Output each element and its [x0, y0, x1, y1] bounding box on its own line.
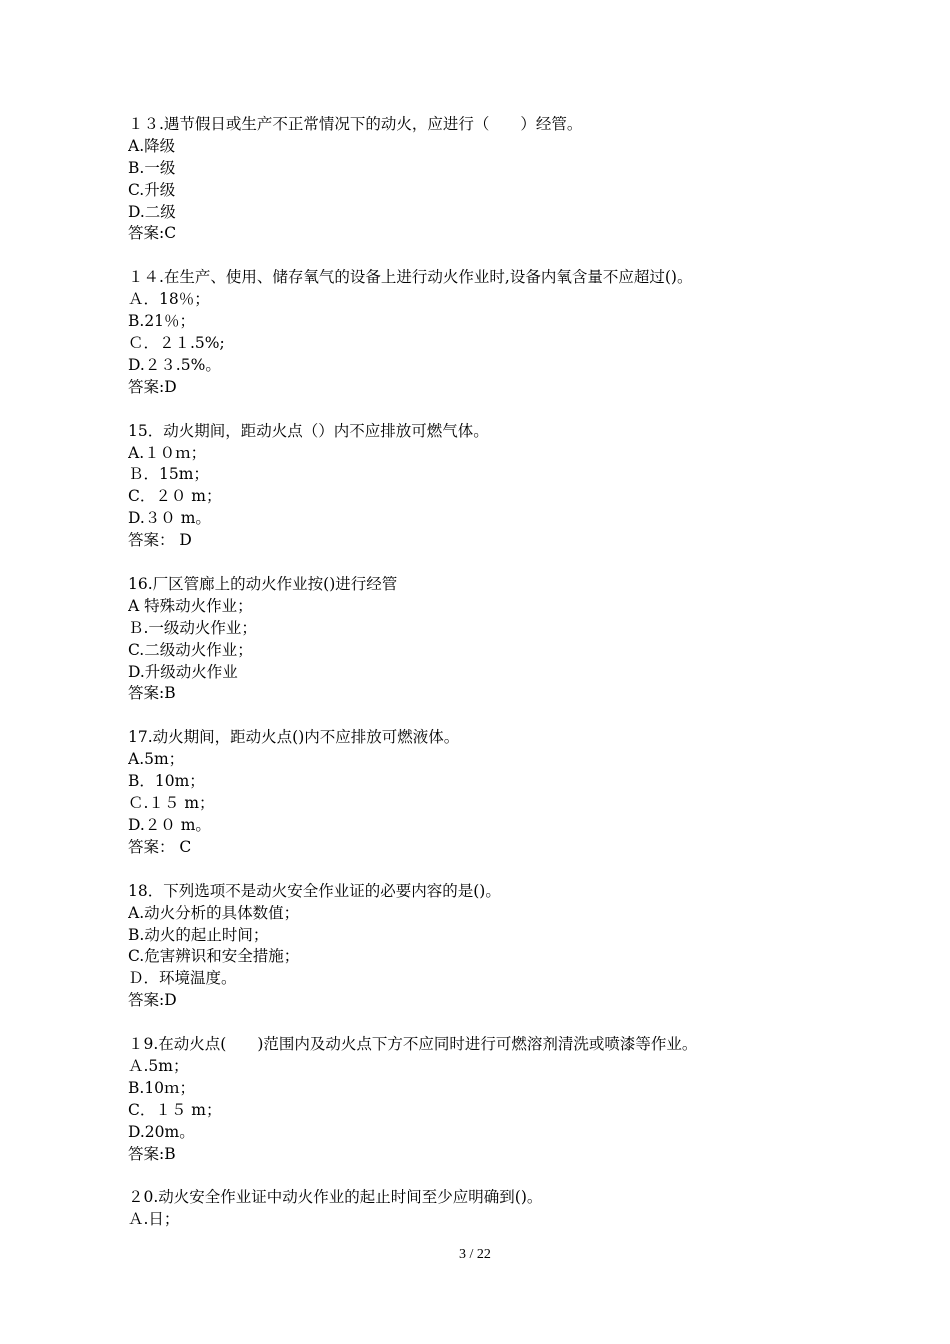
- answer-option: Ａ.5m；: [128, 1056, 189, 1075]
- answer-key: 答案： D: [128, 531, 192, 550]
- answer-key: 答案： C: [128, 837, 192, 856]
- question-block: [128, 574, 908, 705]
- answer-option: A.5m；: [128, 750, 185, 769]
- answer-option: B．10m；: [128, 772, 205, 791]
- answer-key: 答案:C: [128, 224, 177, 243]
- answer-key: 答案:D: [128, 377, 177, 396]
- answer-option: D.20m。: [128, 1122, 195, 1141]
- question-block: [128, 421, 908, 552]
- answer-key: 答案:B: [128, 1144, 176, 1163]
- answer-option: D.２３.5%。: [128, 355, 221, 374]
- answer-option: Ｂ．15m；: [128, 465, 209, 484]
- answer-option: D.３０ m。: [128, 509, 211, 528]
- question-stem: 15．动火期间，距动火点（）内不应排放可燃气体。: [128, 421, 489, 440]
- answer-key: 答案:B: [128, 684, 176, 703]
- answer-option: A.１０ｍ；: [128, 443, 207, 462]
- answer-option: Ａ.日；: [128, 1210, 180, 1229]
- question-stem: １３.遇节假日或生产不正常情况下的动火，应进行（ ）经管。: [128, 115, 583, 133]
- question-block: [128, 1034, 908, 1165]
- answer-option: C．２０ m；: [128, 487, 222, 506]
- answer-option: Ｃ．２１.5%;: [128, 334, 225, 353]
- answer-option: A.动火分析的具体数值；: [128, 903, 300, 922]
- answer-option: A 特殊动火作业；: [128, 596, 253, 615]
- question-stem: 16.厂区管廊上的动火作业按()进行经管: [128, 575, 398, 594]
- question-block: [128, 1187, 908, 1231]
- answer-option: D.二级: [128, 202, 176, 221]
- question-block: [128, 881, 908, 1012]
- answer-option: B.动火的起止时间；: [128, 925, 269, 944]
- answer-option: D.升级动火作业: [128, 662, 238, 681]
- answer-option: C．１５ m；: [128, 1100, 222, 1119]
- answer-option: C.危害辨识和安全措施；: [128, 947, 300, 966]
- question-stem: １４.在生产、使用、储存氧气的设备上进行动火作业时,设备内氧含量不应超过()。: [128, 268, 693, 287]
- answer-option: C.升级: [128, 180, 176, 199]
- question-block: [128, 114, 908, 245]
- answer-key: 答案:D: [128, 991, 177, 1010]
- question-stem: １9.在动火点( )范围内及动火点下方不应同时进行可燃溶剂清洗或喷漆等作业。: [128, 1035, 698, 1054]
- answer-option: Ｂ.一级动火作业；: [128, 618, 257, 637]
- question-block: [128, 727, 908, 858]
- question-list: [128, 114, 908, 1231]
- question-stem: ２0.动火安全作业证中动火作业的起止时间至少应明确到()。: [128, 1188, 543, 1207]
- answer-option: Ａ．18％；: [128, 290, 210, 309]
- answer-option: B.一级: [128, 158, 176, 177]
- answer-option: D.２０ m。: [128, 815, 211, 834]
- answer-option: C.二级动火作业；: [128, 640, 253, 659]
- answer-option: Ｄ．环境温度。: [128, 969, 237, 988]
- question-stem: 18．下列选项不是动火安全作业证的必要内容的是()。: [128, 881, 501, 900]
- answer-option: Ｃ.１５ m；: [128, 794, 215, 813]
- page-number: 3 / 22: [459, 1247, 491, 1262]
- question-stem: 17.动火期间，距动火点()内不应排放可燃液体。: [128, 728, 460, 747]
- question-block: [128, 267, 908, 398]
- answer-option: B.10ｍ；: [128, 1078, 196, 1097]
- answer-option: A.降级: [128, 136, 176, 155]
- answer-option: B.21％；: [128, 312, 196, 331]
